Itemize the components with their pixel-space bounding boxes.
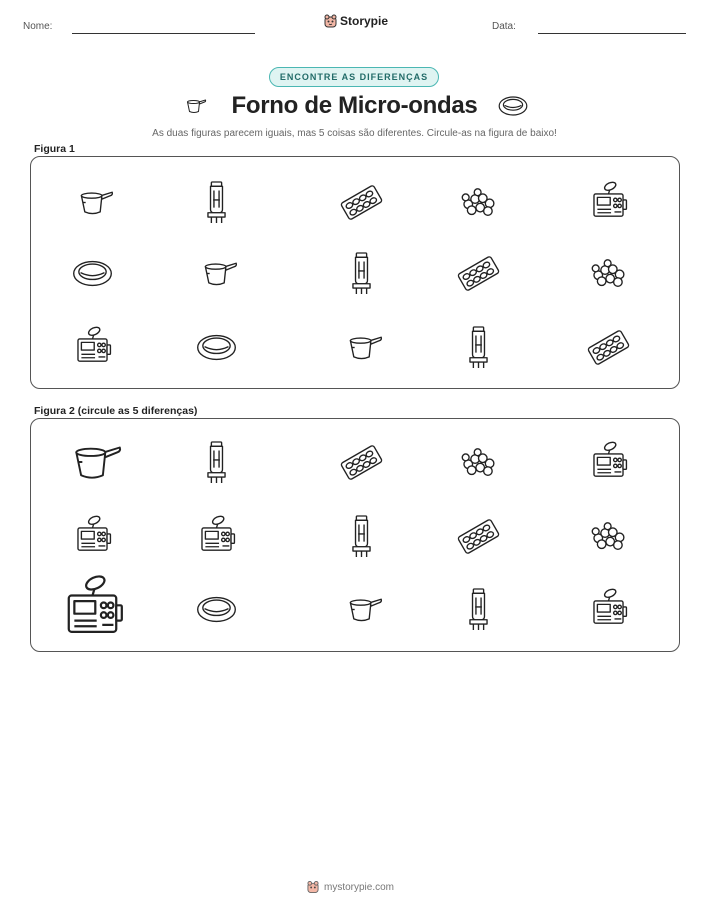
popcorn-icon[interactable] (588, 253, 629, 294)
egg-tray-icon[interactable] (588, 327, 629, 368)
egg-tray-icon[interactable] (341, 182, 382, 223)
bowl-icon[interactable] (196, 327, 237, 368)
name-line[interactable] (72, 33, 255, 34)
footer-site[interactable]: mystorypie.com (324, 881, 395, 893)
measuring-cup-icon[interactable] (63, 433, 121, 491)
date-line[interactable] (538, 33, 686, 34)
egg-tray-icon[interactable] (341, 442, 382, 483)
footer (307, 880, 394, 894)
figure2-panel (30, 418, 680, 652)
measuring-cup-icon[interactable] (196, 253, 237, 294)
figure1-label: Figura 1 (34, 143, 75, 155)
bowl-icon[interactable] (196, 589, 237, 630)
magnetron-tube-icon[interactable] (458, 327, 499, 368)
measuring-cup-icon[interactable] (341, 327, 382, 368)
microwave-icon[interactable] (59, 576, 126, 643)
bowl-icon[interactable] (72, 253, 113, 294)
microwave-icon[interactable] (196, 516, 237, 557)
magnetron-tube-icon[interactable] (458, 589, 499, 630)
page-title: Forno de Micro-ondas (231, 92, 478, 119)
activity-badge: ENCONTRE AS DIFERENÇAS (269, 67, 439, 87)
microwave-icon[interactable] (588, 182, 629, 223)
egg-tray-icon[interactable] (458, 516, 499, 557)
measuring-cup-icon[interactable] (72, 182, 113, 223)
brand-logo (324, 14, 388, 28)
microwave-icon[interactable] (72, 327, 113, 368)
microwave-icon[interactable] (72, 516, 113, 557)
storypie-mascot-icon (324, 14, 337, 28)
brand-name: Storypie (340, 14, 389, 28)
measuring-cup-icon[interactable] (341, 589, 382, 630)
popcorn-icon[interactable] (458, 442, 499, 483)
magnetron-tube-icon[interactable] (341, 253, 382, 294)
figure2-label: Figura 2 (circule as 5 diferenças) (34, 405, 198, 417)
popcorn-icon[interactable] (458, 182, 499, 223)
magnetron-tube-icon[interactable] (196, 442, 237, 483)
egg-tray-icon[interactable] (458, 253, 499, 294)
magnetron-tube-icon[interactable] (196, 182, 237, 223)
popcorn-icon[interactable] (588, 516, 629, 557)
bowl-icon (498, 95, 528, 122)
instructions: As duas figuras parecem iguais, mas 5 coisas são diferentes. Circule-as na figura de baixo! (152, 128, 557, 139)
microwave-icon[interactable] (588, 589, 629, 630)
magnetron-tube-icon[interactable] (341, 516, 382, 557)
date-label: Data: (492, 21, 516, 32)
name-label: Nome: (23, 21, 53, 32)
storypie-mascot-icon (307, 880, 319, 894)
microwave-icon[interactable] (588, 442, 629, 483)
figure1-panel (30, 156, 680, 389)
